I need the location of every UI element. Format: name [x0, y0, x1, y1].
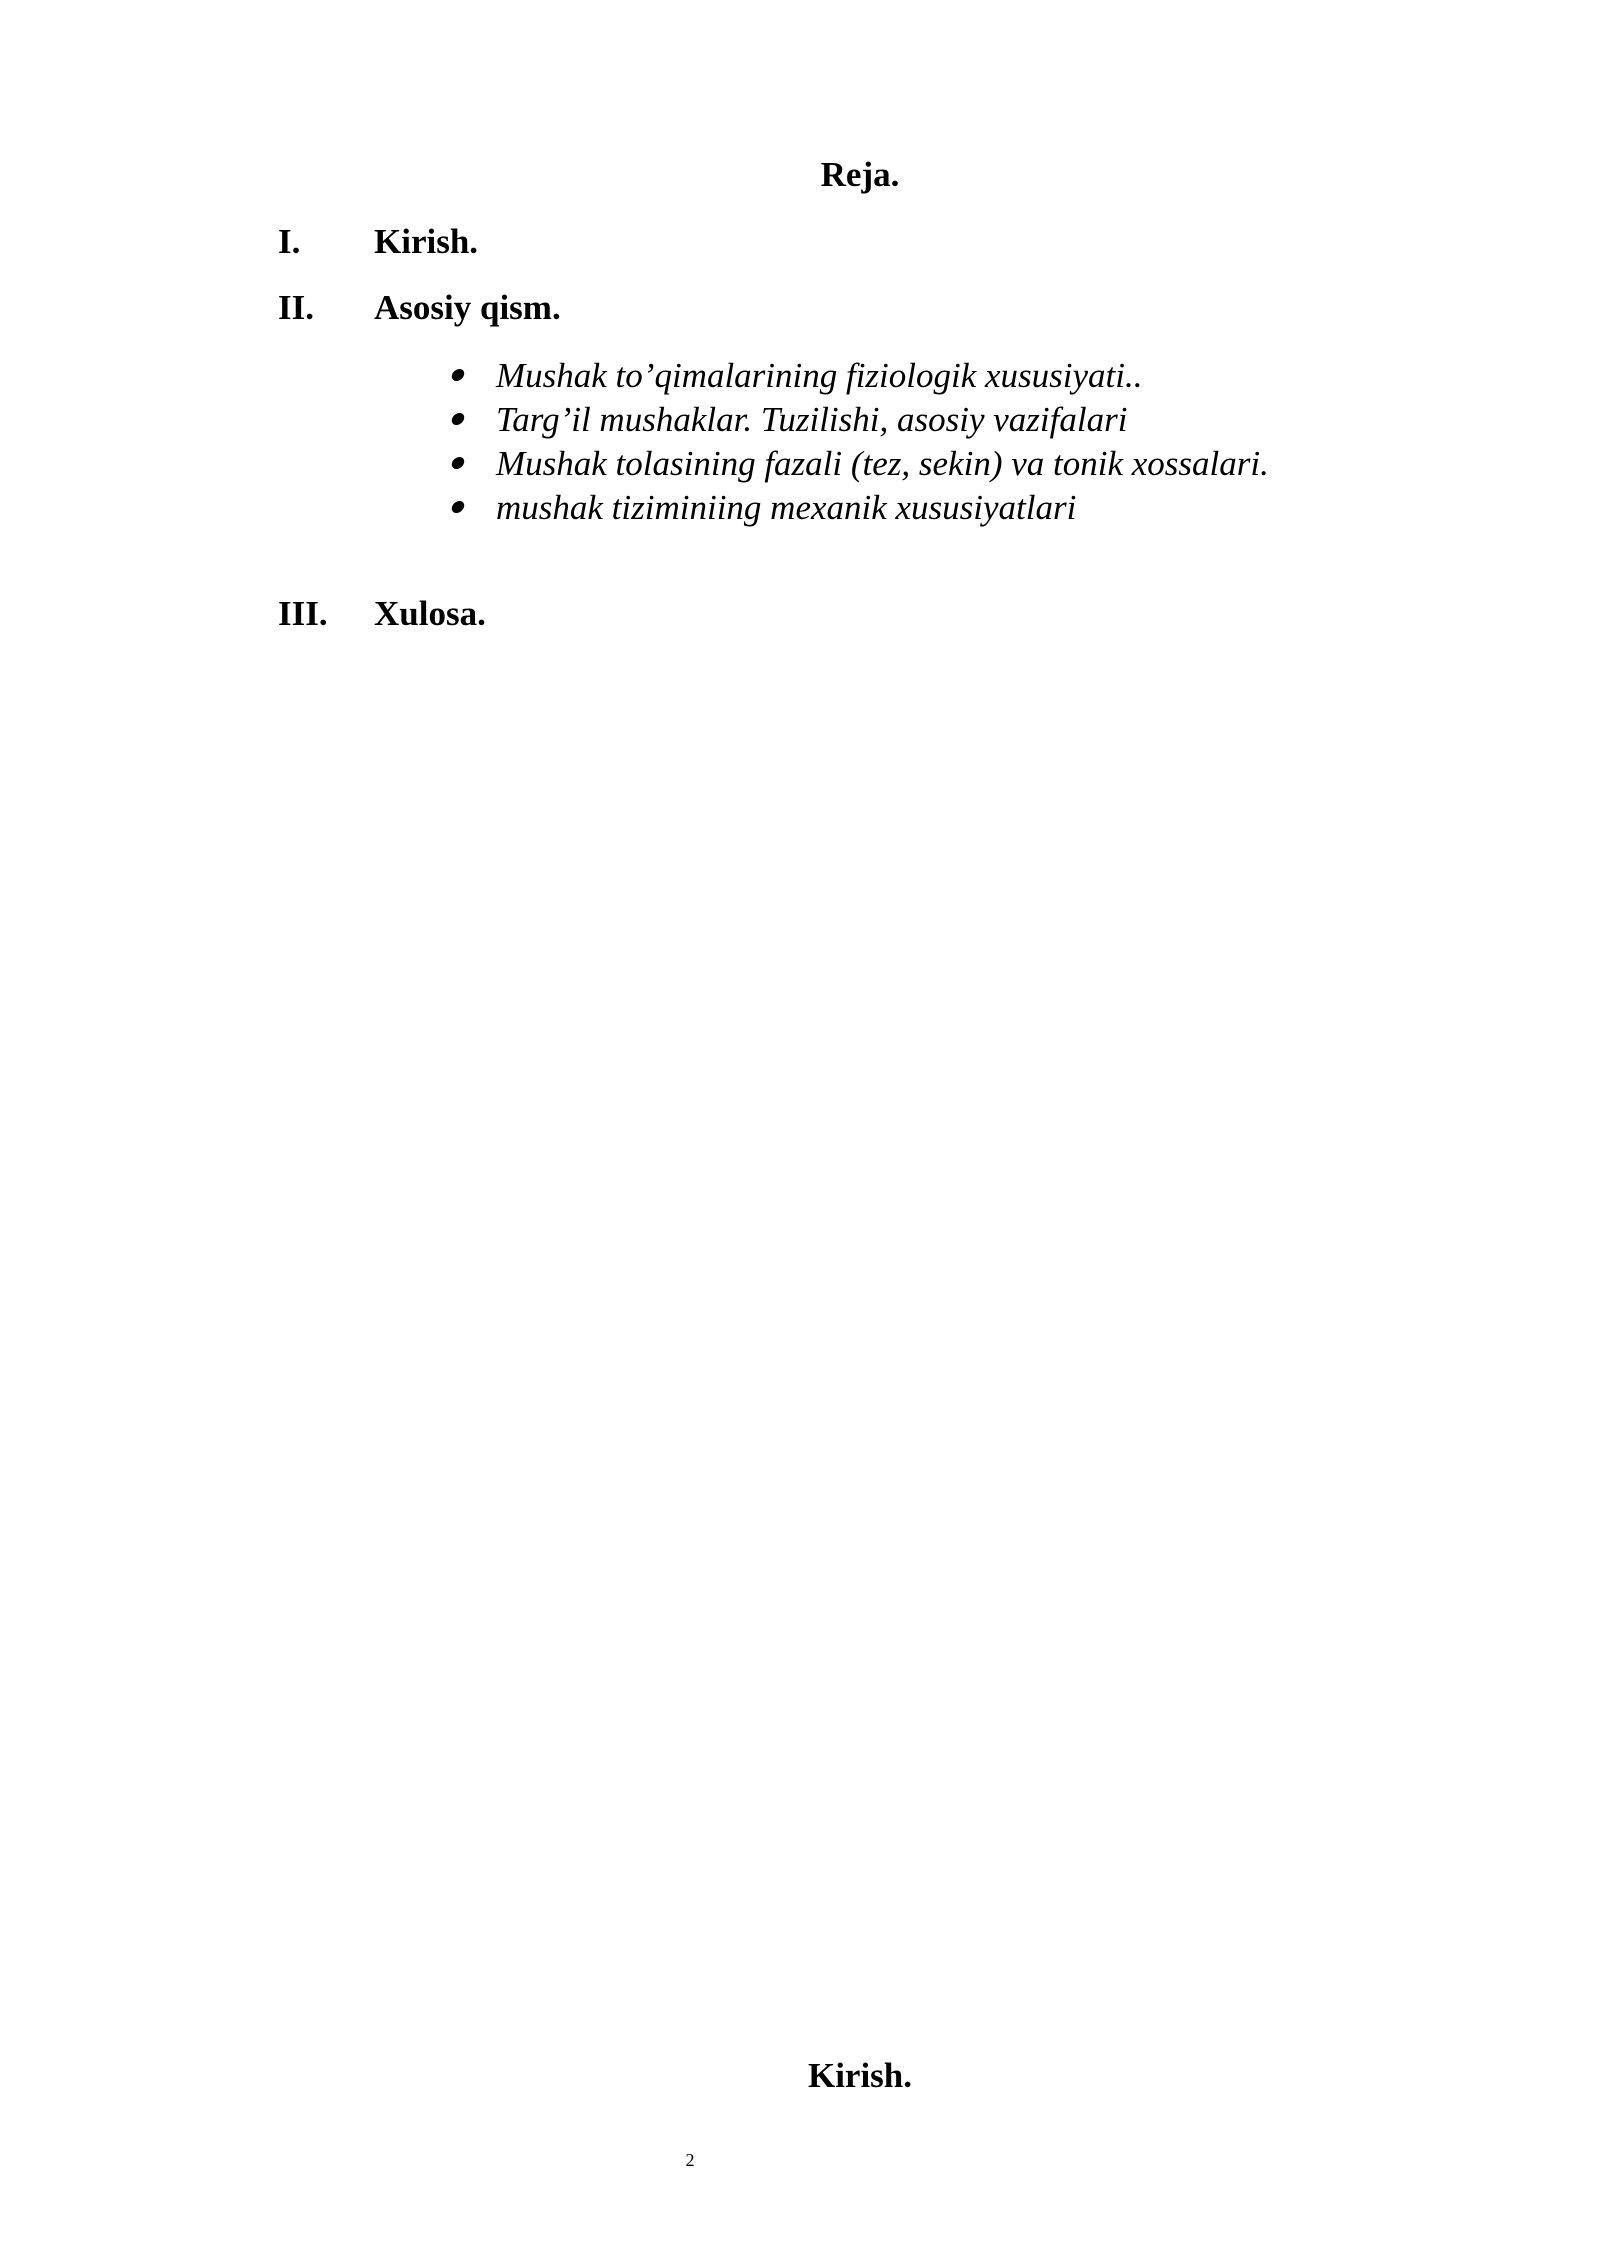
page-number: 2	[685, 2150, 695, 2170]
bullet-icon	[450, 369, 465, 381]
list-item	[452, 354, 1269, 398]
list-item	[452, 398, 1269, 442]
list-item	[452, 442, 1269, 486]
section-label: Kirish.	[374, 222, 479, 261]
list-item-text: Targ’il mushaklar. Tuzilishi, asosiy vazifalari	[496, 400, 1128, 439]
bullet-icon	[450, 501, 465, 513]
page-title: Reja.	[820, 155, 900, 194]
bullet-icon	[450, 457, 465, 469]
section-number: III.	[278, 594, 328, 633]
subitem-list	[452, 354, 1269, 530]
section-label: Asosiy qism.	[374, 288, 561, 327]
section-label: Xulosa.	[374, 594, 486, 633]
section-xulosa	[278, 594, 486, 634]
list-item-text: mushak tiziminiing mexanik xususiyatlari	[496, 488, 1077, 527]
section-kirish	[278, 222, 478, 262]
section-number: II.	[278, 288, 314, 327]
section-asosiy-qism	[278, 288, 561, 328]
next-section-heading: Kirish.	[807, 2056, 913, 2095]
section-number: I.	[278, 222, 301, 261]
list-item-text: Mushak tolasining fazali (tez, sekin) va tonik xossalari.	[496, 444, 1269, 483]
list-item-text: Mushak to’qimalarining fiziologik xususiyati..	[496, 356, 1143, 395]
list-item	[452, 486, 1269, 530]
bullet-icon	[450, 413, 465, 425]
